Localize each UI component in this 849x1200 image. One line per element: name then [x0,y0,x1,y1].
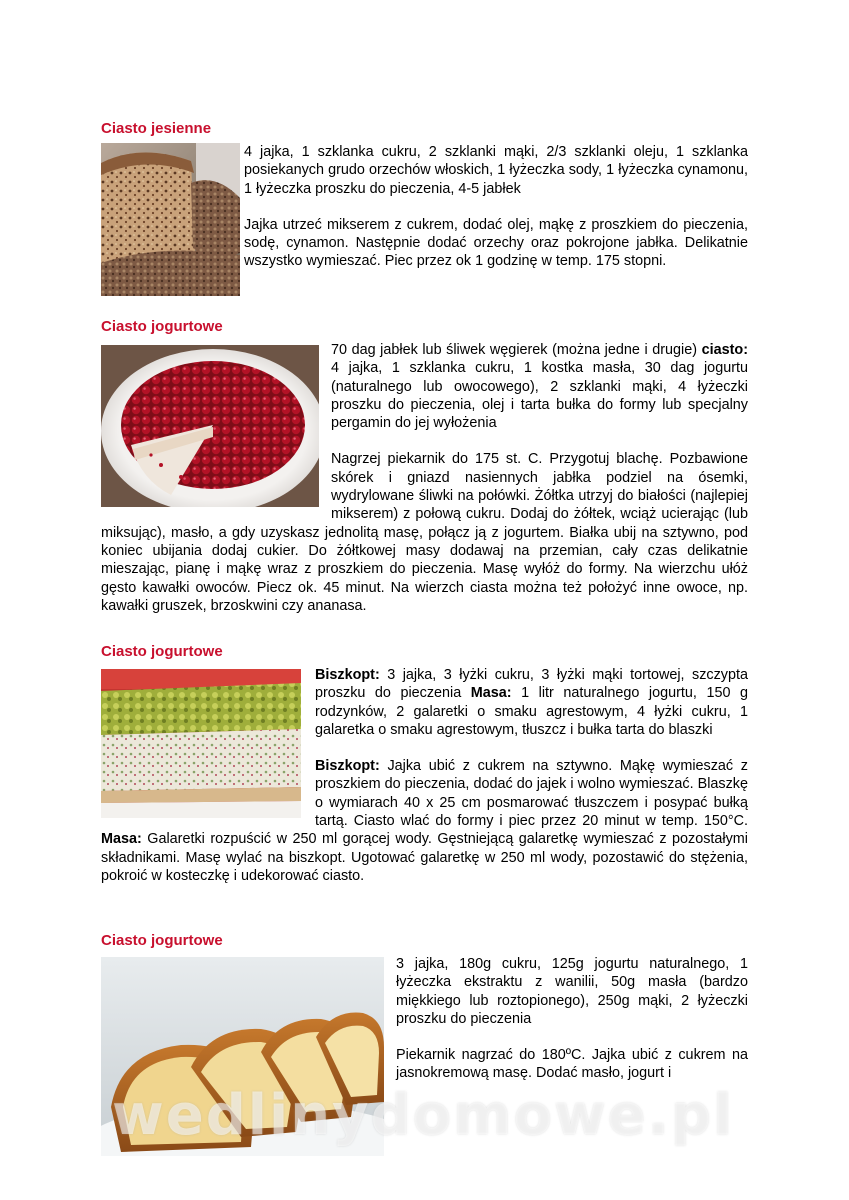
cake-photo-autumn [101,143,240,296]
recipe-title: Ciasto jesienne [101,120,212,137]
ingredients-list: 4 jajka, 1 szklanka cukru, 1 kostka masła, 30 dag jogurtu (naturalnego lub owocowego), 2 szklanki mąki, 4 łyżeczki proszku do pieczenia, olej i tarta bułka do formy lub specjalny pergamin do jej wyłożenia [331,360,748,432]
recipe-title: Ciasto jogurtowe [101,318,223,335]
recipe-title: Ciasto jogurtowe [101,643,223,660]
recipe-title: Ciasto jogurtowe [101,932,223,949]
recipe-ciasto-jogurtowe-1 [101,318,748,615]
recipe-ciasto-jogurtowe-2 [101,643,748,885]
watermark-text: wedlinydomowe.pl [112,1083,735,1148]
label-ciasto: ciasto: [701,342,748,358]
recipe-ingredients: 4 jajka, 1 szklanka cukru, 2 szklanki mąki, 2/3 szklanki oleju, 1 szklanka posiekanych grudo orzechów włoskich, 1 łyżeczka sody, 1 łyżeczka cynamonu, 1 łyżeczka proszku do pieczenia, 4-5 jabłek [244,144,748,197]
label-biszkopt: Biszkopt: [315,667,380,683]
recipe-ciasto-jesienne [101,120,748,298]
method-label-masa: Masa: [101,831,142,848]
method-label-biszkopt: Biszkopt: [315,758,380,775]
recipe-ciasto-jogurtowe-3 [101,932,748,1158]
cake-photo-gooseberry [101,669,301,818]
method-biszkopt: Jajka ubić z cukrem na sztywno. Mąkę wymieszać z proszkiem do pieczenia, dodać do jajek i wolno wymieszać. Blaszkę o wymiarach 40 x 25 cm posmarować tłuszczem i posypać bułką tartą. Ciasto wlać do formy i piec przez 20 minut w temp. 150°C. [315,758,748,830]
cake-photo-loaf [101,957,384,1156]
ingredients-intro: 70 dag jabłek lub śliwek węgierek (można jedne i drugie) [331,342,702,358]
label-masa: Masa: [470,685,512,702]
recipe-method: Jajka utrzeć mikserem z cukrem, dodać olej, mąkę z proszkiem do pieczenia, sodę, cynamon. Następnie dodać orzechy oraz pokrojone jabłka. Delikatnie wszystko wymieszać. Piec przez ok 1 godzinę w temp. 175 stopni. [244,216,748,270]
ingredients-masa: 1 litr naturalnego jogurtu, 150 g rodzynków, 2 galaretki o smaku agrestowym, 4 łyżki cukru, 1 galaretka o smaku agrestowym, tłuszcz i bułka tarta do blaszki [315,685,748,738]
method-masa: Galaretki rozpuścić w 250 ml gorącej wody. Gęstniejącą galaretkę wymieszać z pozostałymi składnikami. Masę wylać na biszkopt. Ugotować galaretkę w 250 ml wody, pozostawić do stężenia, pokroić w kosteczkę i udekorować ciasto. [101,831,748,884]
cake-photo-cherry [101,345,319,507]
recipe-method: Piekarnik nagrzać do 180ºC. Jajka ubić z cukrem na jasnokremową masę. Dodać masło, jogurt i [396,1047,748,1082]
recipe-method: Nagrzej piekarnik do 175 st. C. Przygotuj blachę. Pozbawione skórek i gniazd nasiennych jabłka podziel na ósemki, wydrylowane śliwki na połówki. Żółtka utrzyj do białości (najlepiej mikserem) z połową cukru. Dodaj do żółtek, wciąż ucierając (lub miksując), masło, a gdy uzyskasz jednolitą masę, połącz ją z jogurtem. Białka ubij na sztywno, pod koniec ubijania dodaj cukier. Do żółtkowej masy dodawaj na przemian, cały czas delikatnie mieszając, pianę i mąkę wraz z proszkiem do pieczenia. Masę wyłóż do formy. Na wierzchu ułóż gęsto kawałki owoców. Piecz ok. 45 minut. Na wierzch ciasta można też położyć inne owoce, np. kawałki gruszek, brzoskwini czy ananasa. [101,451,748,614]
ingredients-biszkopt: 3 jajka, 3 łyżki cukru, 3 łyżki mąki tortowej, szczypta proszku do pieczenia [315,667,748,702]
recipe-ingredients: 3 jajka, 180g cukru, 125g jogurtu naturalnego, 1 łyżeczka ekstraktu z wanilii, 50g masła (bardzo miękkiego lub roztopionego), 250g mąki, 2 łyżeczki proszku do pieczenia [396,956,748,1027]
